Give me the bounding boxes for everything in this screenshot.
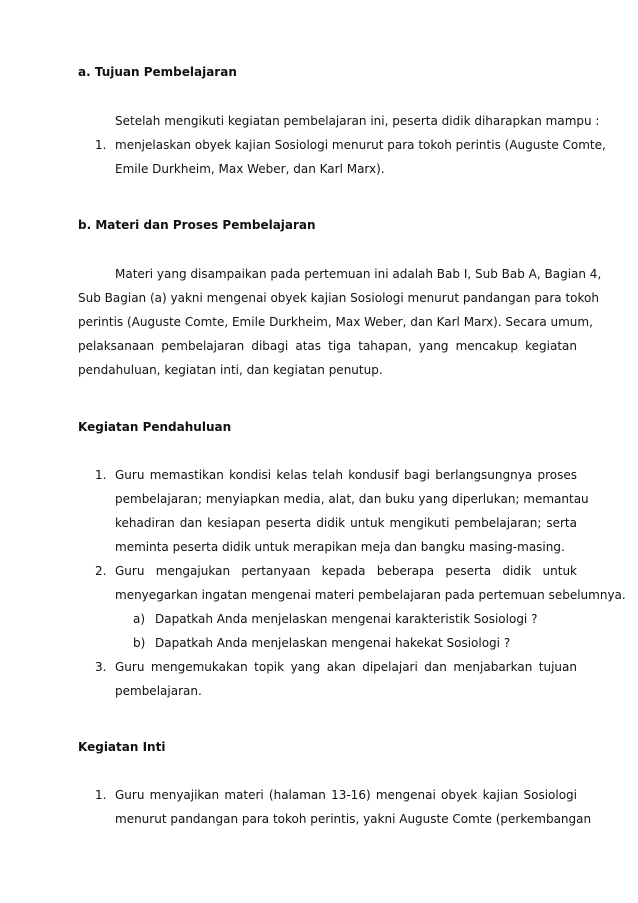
section-a-heading: a. Tujuan Pembelajaran [78,65,237,79]
pendahuluan-item-number: 3. [95,660,107,674]
pendahuluan-subitem-letter: a) [133,612,146,626]
pendahuluan-item-line: meminta peserta didik untuk merapikan meja dan bangku masing-masing. [115,540,565,554]
pendahuluan-subitem-letter: b) [133,636,146,650]
section-b-heading: b. Materi dan Proses Pembelajaran [78,218,316,232]
section-b-paragraph-line: pendahuluan, kegiatan inti, dan kegiatan penutup. [78,363,383,377]
section-b-paragraph-line: Materi yang disampaikan pada pertemuan ini adalah Bab I, Sub Bab A, Bagian 4, [115,267,602,281]
section-b-paragraph-line: pelaksanaan pembelajaran dibagi atas tiga tahapan, yang mencakup kegiatan [78,339,577,353]
pendahuluan-subitem: Dapatkah Anda menjelaskan mengenai karakteristik Sosiologi ? [155,612,538,626]
pendahuluan-item-line: kehadiran dan kesiapan peserta didik untuk mengikuti pembelajaran; serta [115,516,577,530]
section-a-item-number: 1. [95,138,107,152]
pendahuluan-heading: Kegiatan Pendahuluan [78,420,232,434]
section-a-item-line: Emile Durkheim, Max Weber, dan Karl Marx). [115,162,385,176]
section-a-intro: Setelah mengikuti kegiatan pembelajaran ini, peserta didik diharapkan mampu : [115,114,600,128]
section-b-paragraph-line: Sub Bagian (a) yakni mengenai obyek kajian Sosiologi menurut pandangan para tokoh [78,291,599,305]
pendahuluan-item-line: Guru mengemukakan topik yang akan dipelajari dan menjabarkan tujuan [115,660,577,674]
pendahuluan-subitem: Dapatkah Anda menjelaskan mengenai hakekat Sosiologi ? [155,636,511,650]
inti-item-number: 1. [95,788,107,802]
pendahuluan-item-line: menyegarkan ingatan mengenai materi pembelajaran pada pertemuan sebelumnya. [115,588,626,602]
section-a-item-line: menjelaskan obyek kajian Sosiologi menurut para tokoh perintis (Auguste Comte, [115,138,606,152]
inti-item-line: menurut pandangan para tokoh perintis, yakni Auguste Comte (perkembangan [115,812,592,826]
inti-heading: Kegiatan Inti [78,740,166,754]
pendahuluan-item-line: pembelajaran. [115,684,202,698]
pendahuluan-item-line: Guru memastikan kondisi kelas telah kondusif bagi berlangsungnya proses [115,468,577,482]
pendahuluan-item-line: Guru mengajukan pertanyaan kepada beberapa peserta didik untuk [115,564,577,578]
pendahuluan-item-number: 1. [95,468,107,482]
inti-item-line: Guru menyajikan materi (halaman 13-16) mengenai obyek kajian Sosiologi [115,788,577,802]
pendahuluan-item-number: 2. [95,564,107,578]
pendahuluan-item-line: pembelajaran; menyiapkan media, alat, dan buku yang diperlukan; memantau [115,492,589,506]
section-b-paragraph-line: perintis (Auguste Comte, Emile Durkheim, Max Weber, dan Karl Marx). Secara umum, [78,315,593,329]
